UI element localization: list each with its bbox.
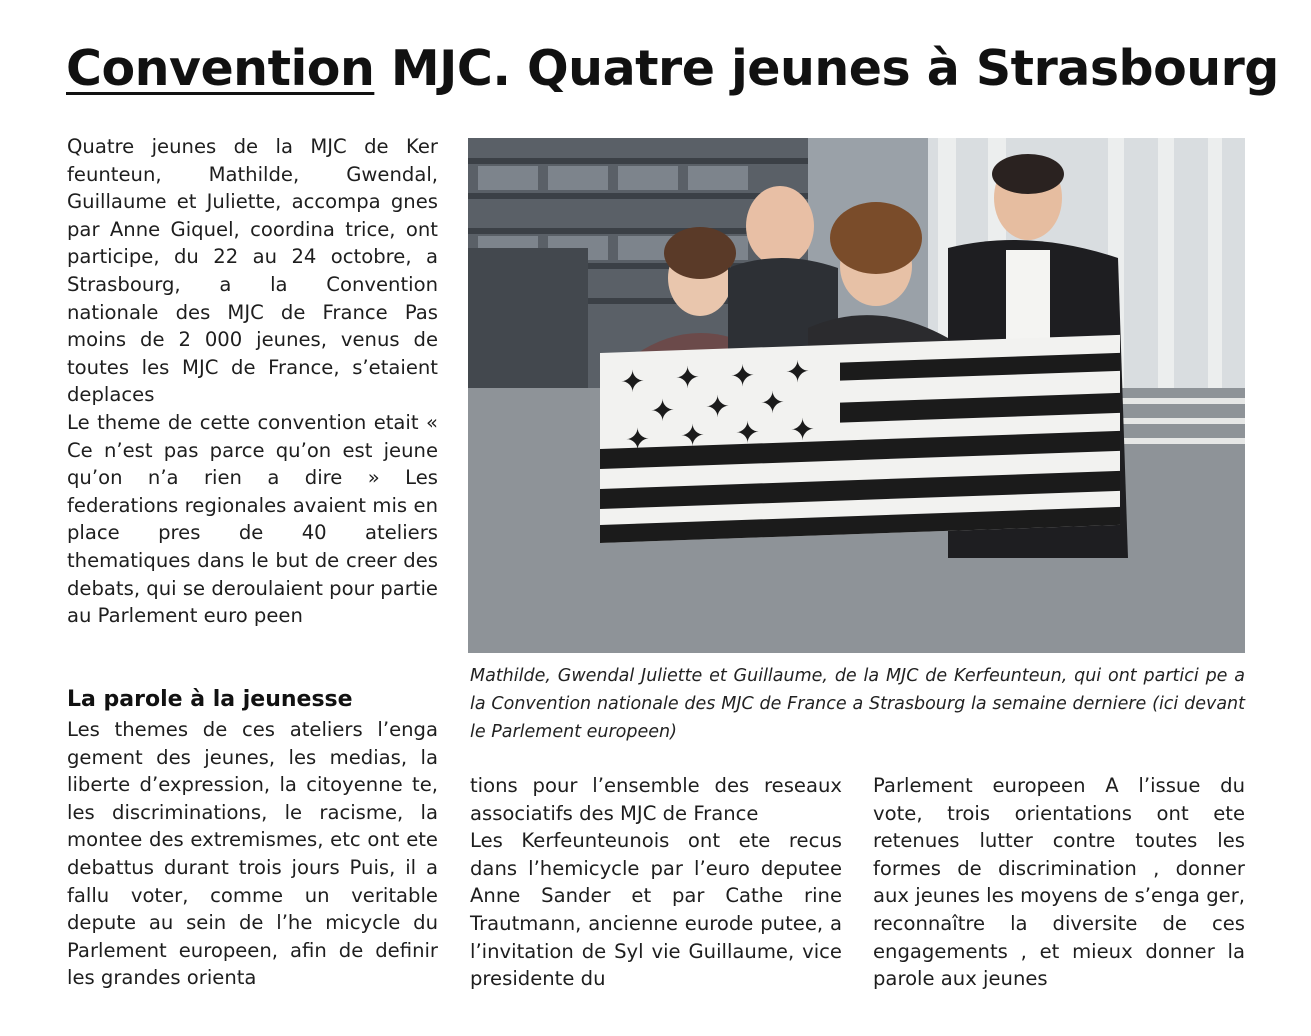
body-paragraph-col2-2: Les Kerfeunteunois ont ete recus dans l’hemicycle par l’euro deputee Anne Sander et par Cathe rine Trautmann, ancienne eurode putee, a l’invitation de Syl vie Guillaume, vice presidente du bbox=[470, 829, 842, 991]
svg-text:✦: ✦ bbox=[680, 418, 706, 455]
svg-text:✦: ✦ bbox=[790, 412, 816, 449]
body-column-2 bbox=[470, 772, 842, 993]
photo-caption-text: Mathilde, Gwendal Juliette et Guillaume, de la MJC de Kerfeunteun, qui ont partici pe a la Convention nationale des MJC de France a Strasbourg la semaine derniere (ici devant le Parlement europeen) bbox=[470, 666, 1245, 742]
headline bbox=[66, 40, 1279, 110]
photo-illustration bbox=[468, 138, 1245, 653]
svg-text:✦: ✦ bbox=[705, 389, 731, 426]
body-paragraph-col1: Les themes de ces ateliers l’enga gement des jeunes, les medias, la liberte d’expression, la citoyenne te, les discriminations, le racisme, la montee des extremismes, etc ont ete debattus durant trois jours Puis, il a fallu voter, comme un veritable depute au sein de l’he micycle du Parlement europeen, afin de definir les grandes orienta bbox=[67, 718, 438, 990]
svg-text:✦: ✦ bbox=[675, 360, 701, 397]
svg-text:✦: ✦ bbox=[620, 364, 646, 401]
svg-text:✦: ✦ bbox=[625, 422, 651, 459]
headline-title: MJC. Quatre jeunes à Strasbourg bbox=[374, 40, 1279, 97]
svg-text:✦: ✦ bbox=[650, 393, 676, 430]
body-paragraph-col2-1: tions pour l’ensemble des reseaux associatifs des MJC de France bbox=[470, 774, 842, 825]
headline-kicker: Convention bbox=[66, 40, 375, 97]
section-subhead: La parole à la jeunesse bbox=[67, 687, 353, 712]
body-paragraph-col3: Parlement europeen A l’issue du vote, trois orientations ont ete retenues lutter contre toutes les formes de discrimination , donner aux jeunes les moyens de s’enga ger, reconnaître la diversite de ces engagements , et mieux donner la parole aux jeunes bbox=[873, 774, 1245, 991]
intro-paragraph-2: Le theme de cette convention etait « Ce n’est pas parce qu’on est jeune qu’on n’a rien a dire » Les federations regionales avaient mis en place pres de 40 ateliers thematiques dans le but de creer des debats, qui se deroulaient pour partie au Parlement euro peen bbox=[67, 410, 438, 628]
intro-paragraph-1: Quatre jeunes de la MJC de Ker feunteun, Mathilde, Gwendal, Guillaume et Juliette, accompa gnes par Anne Giquel, coordina trice, ont participe, du 22 au 24 octobre, a Strasbourg, a la Convention nationale des MJC de France Pas moins de 2 000 jeunes, venus de toutes les MJC de France, s’etaient deplaces bbox=[67, 135, 438, 407]
svg-text:✦: ✦ bbox=[730, 358, 756, 395]
svg-text:✦: ✦ bbox=[735, 415, 761, 452]
photo-caption bbox=[470, 662, 1245, 746]
article-photo bbox=[468, 138, 1245, 653]
intro-column bbox=[67, 133, 438, 630]
svg-text:✦: ✦ bbox=[785, 354, 811, 391]
body-column-1 bbox=[67, 716, 438, 992]
svg-text:✦: ✦ bbox=[760, 385, 786, 422]
body-column-3 bbox=[873, 772, 1245, 993]
